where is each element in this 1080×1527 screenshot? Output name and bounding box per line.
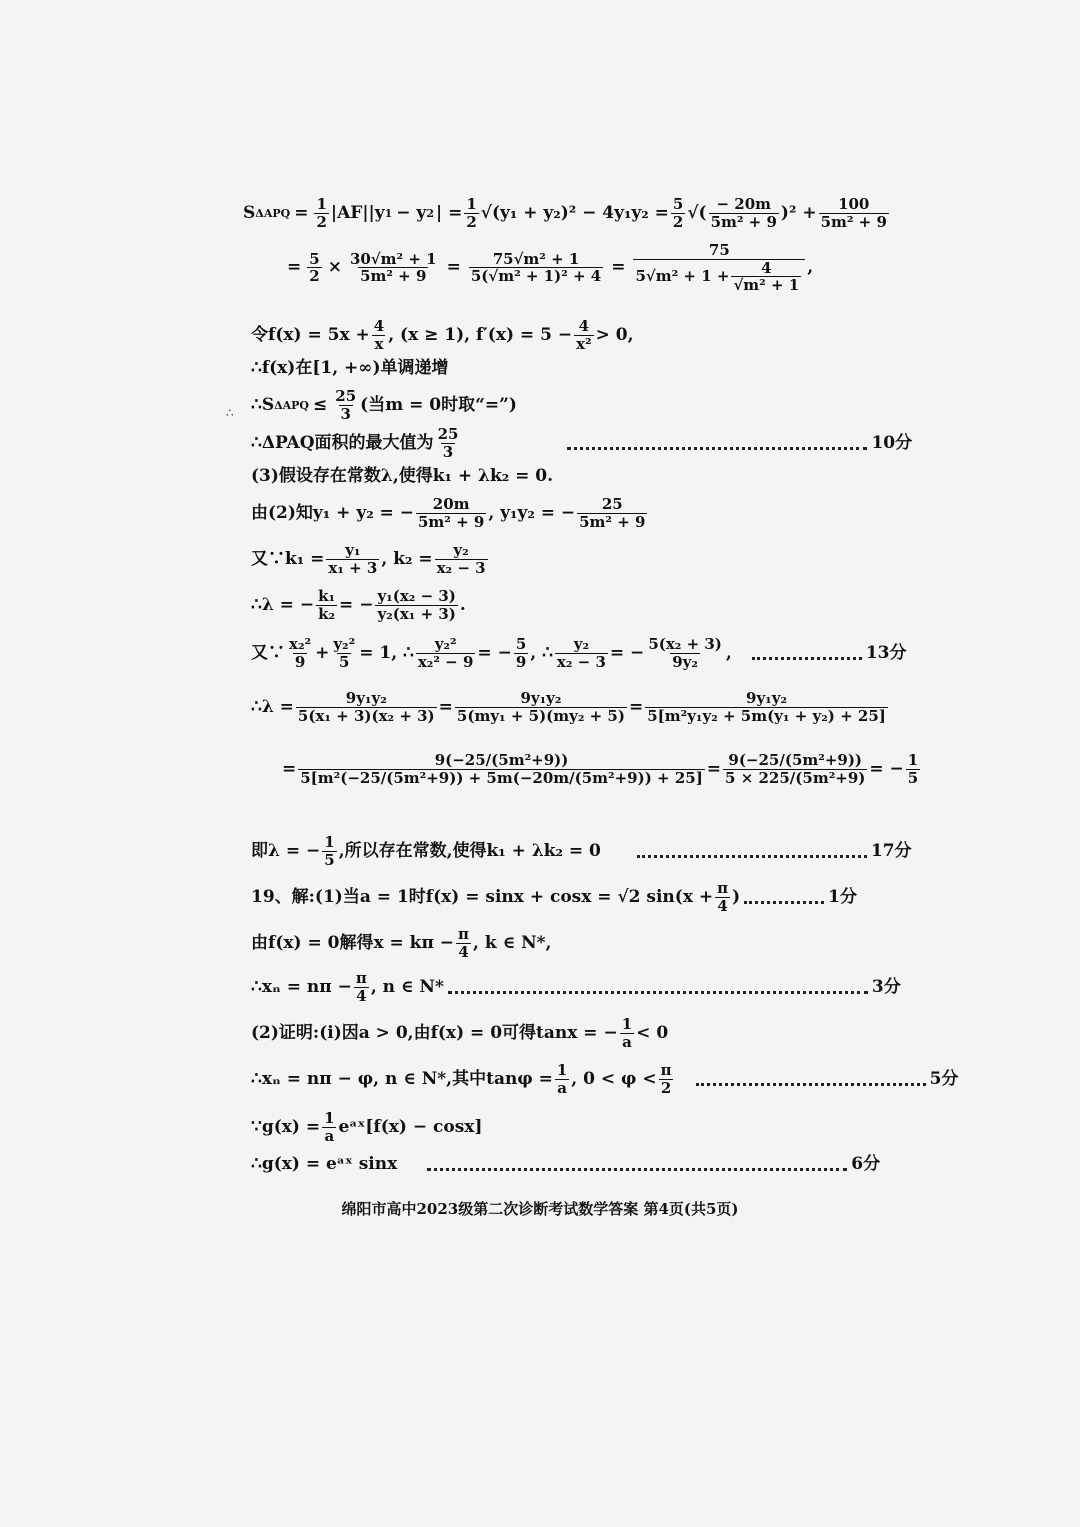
fraction — [296, 690, 437, 724]
fraction — [322, 834, 336, 868]
denominator: 5[m²(−25/(5m²+9)) + 5m(−20m/(5m²+9)) + 25] — [300, 768, 703, 787]
score: 1分 — [828, 886, 857, 907]
fraction — [333, 388, 358, 422]
math-text: ∴xₙ = nπ − φ, n ∈ N*,其中tanφ = — [251, 1068, 553, 1089]
numerator: 4 — [578, 317, 590, 335]
fraction — [620, 1016, 634, 1050]
denominator: 3 — [442, 442, 454, 461]
fraction — [416, 496, 486, 530]
score: 17分 — [870, 840, 912, 861]
math-text: , y₁y₂ = − — [488, 502, 576, 523]
numerator: 4 — [373, 317, 385, 335]
numerator: y₂² — [434, 635, 457, 653]
math-text: ∴f(x)在[1, +∞)单调递增 — [251, 358, 449, 378]
numerator: x₂² — [289, 635, 312, 653]
numerator: 9(−25/(5m²+9)) — [728, 751, 863, 769]
max-value-line — [251, 426, 912, 460]
numerator: 5(x₂ + 3) — [648, 635, 722, 653]
math-text: = — [287, 257, 302, 278]
fraction — [659, 1062, 674, 1096]
math-text: 1 — [384, 206, 393, 220]
fraction — [331, 636, 357, 670]
fraction — [555, 1062, 569, 1096]
denominator: 5m² + 9 — [579, 512, 646, 531]
numerator: 1 — [324, 833, 335, 851]
score: 3分 — [871, 976, 901, 997]
math-text: (3)假设存在常数λ,使得k₁ + λk₂ = 0. — [251, 466, 554, 486]
fraction — [354, 970, 369, 1004]
math-text: = − — [477, 642, 512, 663]
text: = — [294, 202, 309, 223]
denominator: 5√m² + 1 + $\frac{4}{\text{√m² + 1}}$ — [633, 259, 805, 294]
denominator: 5[m²y₁y₂ + 5m(y₁ + y₂) + 25] — [647, 706, 886, 725]
denominator: k₂ — [318, 604, 336, 623]
denominator: 9 — [294, 652, 306, 671]
math-text: ≤ — [313, 394, 328, 415]
math-text: = — [611, 257, 626, 278]
numerator: 9(−25/(5m²+9)) — [434, 751, 569, 769]
denominator: 4 — [458, 942, 469, 961]
fraction — [322, 1110, 336, 1144]
numerator: 25 — [437, 425, 459, 443]
math-text: ∵g(x) = — [251, 1116, 321, 1137]
denominator: 5(√m² + 1)² + 4 — [470, 267, 602, 286]
denominator: 9 — [515, 652, 527, 671]
leader-dots — [567, 447, 867, 450]
math-text: ∴ΔPAQ面积的最大值为 — [251, 432, 434, 453]
denominator: 5 × 225/(5m²+9) — [725, 768, 866, 787]
fraction — [646, 636, 724, 670]
denominator: x₁ + 3 — [328, 558, 378, 577]
fraction — [819, 196, 889, 230]
numerator: 5 — [515, 635, 527, 653]
math-text: < 0 — [636, 1022, 669, 1043]
math-text: = − — [609, 642, 645, 663]
fraction — [416, 636, 476, 670]
denominator: x₂ − 3 — [436, 558, 486, 577]
numerator: y₂ — [453, 541, 469, 559]
numerator: 100 — [838, 195, 870, 213]
math-text: = — [282, 758, 297, 779]
denominator: 5 — [339, 652, 350, 671]
math-text: = 1, ∴ — [359, 642, 414, 663]
math-text: × — [327, 257, 342, 278]
denominator: 3 — [340, 404, 351, 423]
numerator: 25 — [601, 495, 623, 513]
math-text: ∴S — [251, 394, 275, 415]
math-text: ΔAPQ — [274, 398, 310, 412]
margin-mark: ∴ — [226, 406, 234, 420]
fraction — [375, 588, 457, 622]
leader-dots — [744, 901, 824, 904]
numerator: 30√m² + 1 — [349, 249, 437, 268]
math-text: ∴λ = − — [251, 594, 315, 615]
g-result-line — [251, 1156, 880, 1173]
math-text: 令f(x) = 5x + — [251, 324, 370, 345]
math-text: 又∵k₁ = — [251, 548, 325, 569]
fraction — [455, 690, 627, 724]
text: √( — [687, 202, 707, 223]
numerator: 9y₁y₂ — [520, 689, 562, 707]
math-text: 即λ = − — [251, 840, 321, 861]
numerator: 25 — [335, 387, 357, 405]
numerator: 1 — [324, 1109, 335, 1127]
fraction — [464, 196, 478, 230]
tanphi-line — [251, 1062, 958, 1096]
numerator: π — [458, 925, 470, 943]
denominator: x² — [576, 334, 592, 353]
fraction — [731, 260, 801, 294]
math-text: ∴xₙ = nπ − — [251, 976, 352, 997]
math-text: ) — [732, 886, 741, 907]
numerator: 9y₁y₂ — [746, 689, 788, 707]
math-text: 19、解:(1)当a = 1时f(x) = sinx + cosx = √2 sin(x + — [251, 886, 714, 907]
score: 10分 — [871, 432, 913, 453]
numerator: 1 — [621, 1015, 633, 1033]
denominator: 9y₂ — [672, 652, 698, 671]
proof-line — [251, 1016, 668, 1050]
denominator: 5(x₁ + 3)(x₂ + 3) — [297, 706, 435, 725]
math-text: , — [807, 257, 814, 278]
q19-line — [251, 880, 857, 914]
denominator: 5 — [907, 768, 919, 787]
text: √(y₁ + y₂)² − 4y₁y₂ = — [480, 202, 669, 223]
monotone-line — [251, 360, 449, 377]
text: ΔAPQ — [255, 206, 291, 220]
max-area-line — [251, 388, 517, 422]
numerator: 1 — [316, 195, 327, 213]
numerator: 75 — [708, 241, 730, 259]
denominator: 4 — [717, 896, 728, 915]
fraction — [577, 496, 647, 530]
numerator: 4 — [761, 258, 772, 277]
fraction — [514, 636, 528, 670]
text: |AF||y — [330, 202, 385, 223]
math-text: , — [725, 642, 732, 663]
text: )² + — [780, 202, 817, 223]
denominator: 2 — [466, 212, 477, 231]
fraction — [435, 542, 488, 576]
denominator: 2 — [316, 212, 327, 231]
math-text: , ∴ — [530, 642, 553, 663]
text: | = — [435, 202, 463, 223]
fraction — [906, 752, 920, 786]
fraction — [633, 242, 805, 294]
conclusion-line — [251, 834, 912, 868]
math-text: , k₂ = — [381, 548, 433, 569]
fraction — [574, 318, 594, 352]
denominator: a — [557, 1078, 567, 1097]
text: S — [243, 202, 256, 223]
ellipse-line — [251, 636, 907, 670]
math-text: = — [706, 758, 722, 779]
zero-line — [251, 926, 551, 960]
denominator: 5m² + 9 — [360, 267, 427, 286]
math-text: 由(2)知y₁ + y₂ = − — [251, 502, 414, 523]
numerator: 1 — [556, 1061, 568, 1079]
fraction — [307, 251, 321, 285]
denominator: 5(my₁ + 5)(my₂ + 5) — [456, 706, 625, 725]
fraction — [671, 196, 685, 230]
fraction — [326, 542, 379, 576]
numerator: 1 — [466, 195, 477, 213]
denominator: y₂(x₁ + 3) — [377, 604, 456, 623]
math-text: , n ∈ N* — [370, 976, 444, 997]
denominator: 2 — [660, 1078, 672, 1097]
part3-line — [251, 468, 553, 485]
numerator: π — [717, 879, 729, 897]
denominator: 5m² + 9 — [820, 212, 887, 231]
numerator: π — [660, 1061, 672, 1079]
math-text: 又∵ — [251, 642, 285, 663]
score: 6分 — [851, 1154, 881, 1174]
math-text: , (x ≥ 1), f′(x) = 5 − — [388, 324, 573, 345]
xn-line — [251, 970, 901, 1004]
leader-dots — [427, 1168, 847, 1171]
math-text: ,所以存在常数,使得k₁ + λk₂ = 0 — [338, 840, 601, 861]
fraction — [287, 636, 313, 670]
denominator: 2 — [309, 267, 320, 286]
math-text: = − — [869, 758, 904, 779]
fraction — [469, 251, 603, 285]
denominator: 5m² + 9 — [710, 212, 777, 231]
math-text: ∴λ = — [251, 696, 294, 717]
denominator: 4 — [356, 986, 367, 1005]
math-text: = — [628, 696, 644, 717]
math-text: eᵃˣ[f(x) − cosx] — [338, 1116, 483, 1137]
denominator: x — [374, 334, 384, 353]
denominator: x₂² − 9 — [417, 652, 474, 671]
leader-dots — [637, 855, 867, 858]
area-simplify-line — [287, 242, 813, 294]
math-text: , k ∈ N*, — [473, 932, 552, 953]
math-text: > 0, — [595, 324, 634, 345]
leader-dots — [752, 657, 862, 660]
numerator: − 20m — [716, 195, 772, 213]
numerator: k₁ — [318, 587, 336, 605]
lambda-line — [251, 588, 466, 622]
score: 5分 — [929, 1068, 959, 1089]
denominator: √m² + 1 — [733, 276, 800, 294]
page-footer: 绵阳市高中2023级第二次诊断考试数学答案 第4页(共5页) — [341, 1200, 739, 1218]
denominator: x₂ − 3 — [556, 652, 606, 671]
math-text: 由f(x) = 0解得x = kπ − — [251, 932, 455, 953]
fraction — [555, 636, 608, 670]
fraction — [456, 926, 471, 960]
denominator: a — [324, 1126, 335, 1145]
lambda-expand-line — [251, 690, 890, 724]
numerator: y₂ — [573, 635, 590, 653]
fraction — [298, 752, 705, 786]
math-text: = — [446, 257, 461, 278]
numerator: y₁(x₂ − 3) — [377, 587, 456, 605]
area-formula-line — [243, 196, 891, 230]
fx-def-line — [251, 318, 634, 352]
fraction — [316, 588, 337, 622]
score: 13分 — [865, 642, 907, 663]
numerator: y₂² — [333, 635, 356, 653]
text: − y — [396, 202, 427, 223]
math-text: . — [459, 594, 466, 615]
fraction — [372, 318, 386, 352]
numerator: 20m — [432, 495, 470, 513]
fraction — [436, 426, 461, 460]
numerator: 5 — [309, 249, 320, 268]
math-text: ∴g(x) = eᵃˣ sinx — [251, 1154, 398, 1174]
fraction — [715, 880, 730, 914]
fraction — [723, 752, 867, 786]
numerator: 5 — [672, 195, 684, 213]
leader-dots — [448, 991, 868, 994]
math-text: = − — [339, 594, 374, 615]
fraction — [709, 196, 779, 230]
math-text: 2 — [426, 206, 434, 220]
numerator: 9y₁y₂ — [345, 689, 387, 707]
slopes-line — [251, 542, 490, 576]
math-text: (2)证明:(ⅰ)因a > 0,由f(x) = 0可得tanx = − — [251, 1022, 618, 1043]
fraction — [314, 196, 328, 230]
math-text: (当m = 0时取“=”) — [360, 394, 517, 415]
denominator: 5 — [324, 850, 335, 869]
fraction — [348, 251, 439, 285]
numerator: 75√m² + 1 — [492, 249, 580, 268]
leader-dots — [696, 1083, 926, 1086]
denominator: 5m² + 9 — [417, 512, 485, 531]
numerator: 1 — [907, 751, 919, 769]
numerator: π — [355, 969, 367, 987]
math-text: = — [438, 696, 453, 717]
g-def-line — [251, 1110, 482, 1144]
numerator: y₁ — [345, 541, 361, 559]
denominator: 2 — [672, 212, 684, 231]
lambda-value-line — [282, 752, 922, 786]
denominator: a — [622, 1032, 632, 1051]
vieta-line — [251, 496, 649, 530]
math-text: + — [315, 642, 330, 663]
math-text: , 0 < φ < — [571, 1068, 657, 1089]
fraction — [645, 690, 888, 724]
